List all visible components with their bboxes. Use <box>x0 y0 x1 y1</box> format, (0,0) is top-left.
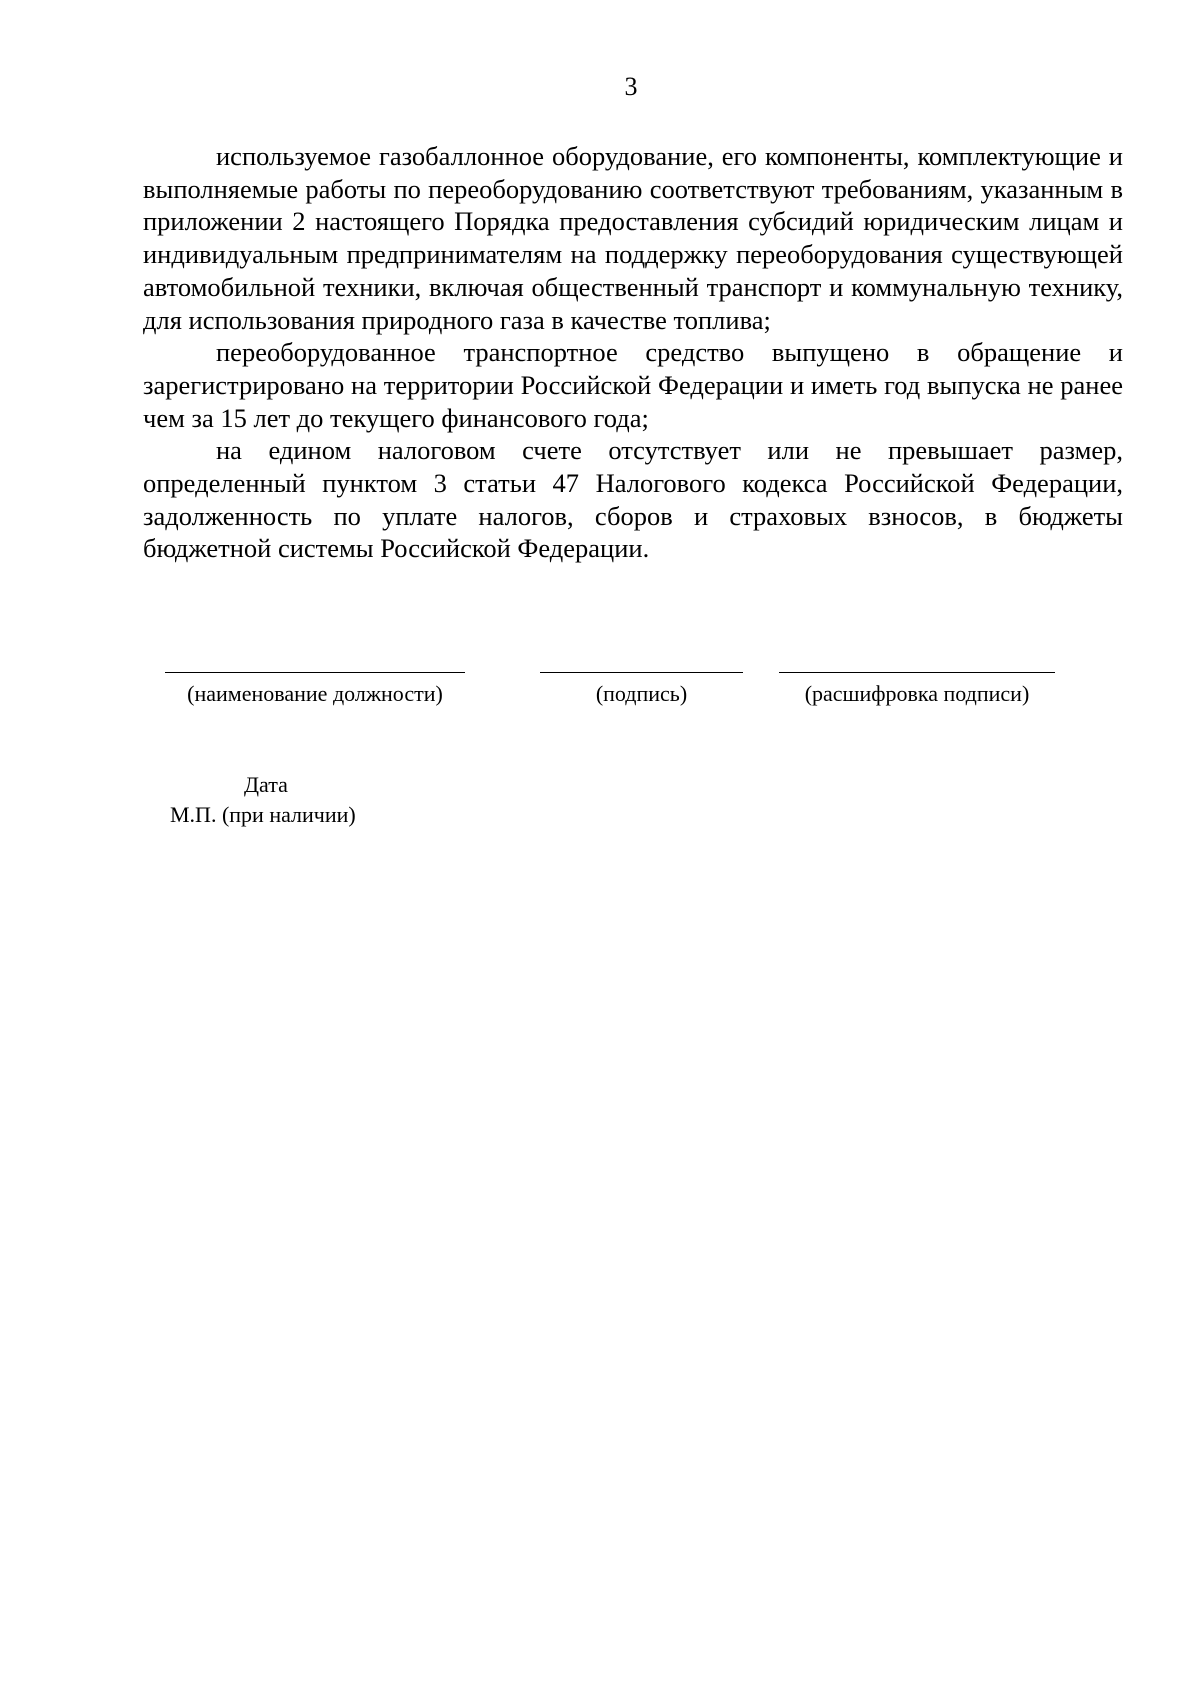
decoding-line <box>779 672 1055 673</box>
paragraph-tax-debt: на едином налоговом счете отсутствует или не превышает размер, определенный пунктом 3 статьи 47 Налогового кодекса Российской Федерации, задолженность по уплате налогов, сборов и страховых взносов, в бюджеты бюджетной системы Российской Федерации. <box>143 435 1123 564</box>
signature-decoding-field <box>779 672 1055 752</box>
paragraph-vehicle-registration: переоборудованное транспортное средство выпущено в обращение и зарегистрировано на территории Российской Федерации и иметь год выпуска не ранее чем за 15 лет до текущего финансового года; <box>143 337 1123 433</box>
date-label: Дата <box>244 772 288 797</box>
signature-field <box>540 672 743 752</box>
date-stamp-block <box>160 770 380 830</box>
paragraph-equipment-requirements: используемое газобаллонное оборудование, его компоненты, комплектующие и выполняемые работы по переоборудованию соответствуют требованиям, указанным в приложении 2 настоящего Порядка предоставления субсидий юридическим лицам и индивидуальным предпринимателям на поддержку переоборудования существующей автомобильной техники, включая общественный транспорт и коммунальную технику, для использования природного газа в качестве топлива; <box>143 141 1123 335</box>
decoding-caption: (расшифровка подписи) <box>804 681 1030 706</box>
document-body <box>143 140 1123 565</box>
stamp-label: М.П. (при наличии) <box>170 802 356 827</box>
page-number: 3 <box>624 72 638 101</box>
position-signature-field <box>165 672 465 752</box>
position-caption: (наименование должности) <box>187 681 443 706</box>
signature-line <box>540 672 743 673</box>
signature-caption: (подпись) <box>595 681 688 706</box>
position-line <box>165 672 465 673</box>
